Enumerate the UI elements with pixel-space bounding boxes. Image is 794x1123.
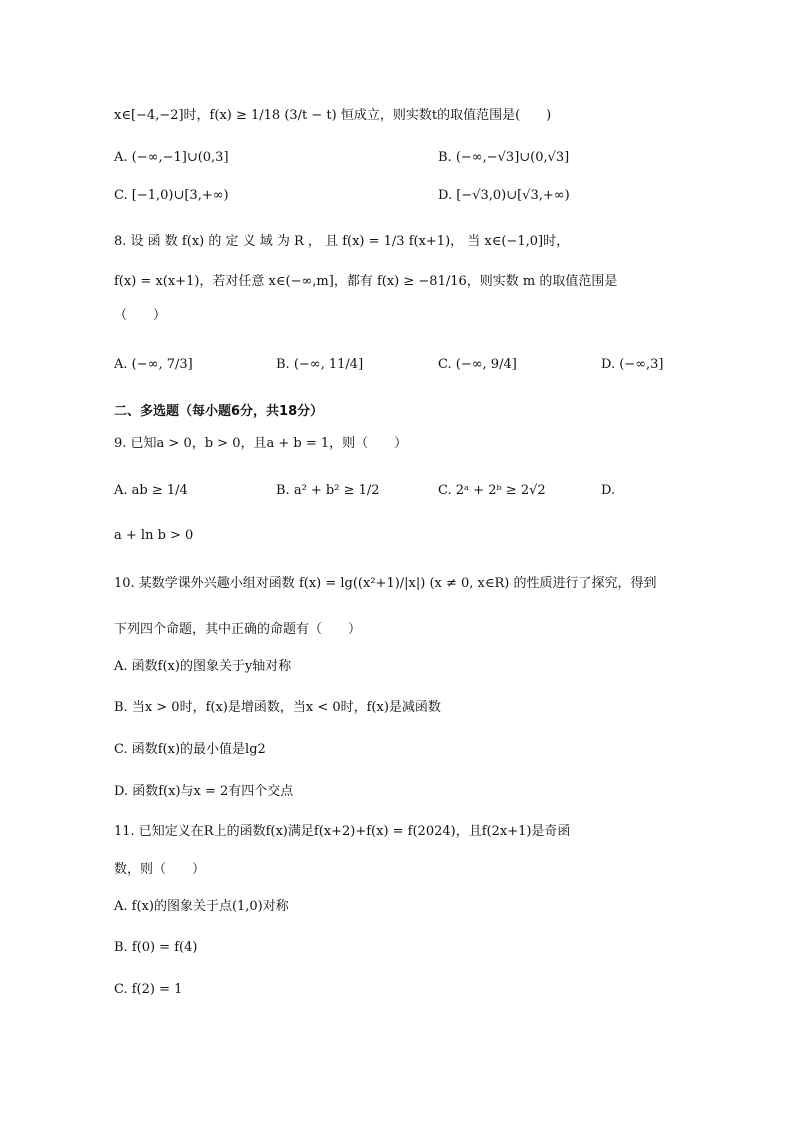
q7-condition-line: x∈[−4,−2]时，f(x) ≥ 1/18 (3/t − t) 恒成立，则实数t的取值范围是( ): [114, 108, 552, 123]
q7-option-a: A. (−∞,−1]∪(0,3]: [114, 150, 229, 165]
q8-option-a: A. (−∞, 7/3]: [114, 357, 193, 372]
q9-option-d-content: a + ln b > 0: [114, 528, 194, 543]
q8-option-b: B. (−∞, 11/4]: [276, 357, 364, 372]
q10-option-a: A. 函数f(x)的图象关于y轴对称: [114, 659, 292, 674]
q9-option-b: B. a² + b² ≥ 1/2: [276, 483, 380, 498]
section-heading-multiple-choice: 二、多选题（每小题6分，共18分）: [114, 404, 324, 419]
q8-option-c: C. (−∞, 9/4]: [438, 357, 517, 372]
q10-option-c: C. 函数f(x)的最小值是lg2: [114, 742, 266, 757]
q7-option-c: C. [−1,0)∪[3,+∞): [114, 188, 229, 203]
q7-option-b: B. (−∞,−√3]∪(0,√3]: [438, 150, 570, 165]
q7-option-d: D. [−√3,0)∪[√3,+∞): [438, 188, 570, 203]
q10-option-b: B. 当x > 0时，f(x)是增函数，当x < 0时，f(x)是减函数: [114, 700, 441, 715]
q8-stem-line2: f(x) = x(x+1)，若对任意 x∈(−∞,m]，都有 f(x) ≥ −81/16，则实数 m 的取值范围是: [114, 274, 618, 289]
q10-stem-line2: 下列四个命题，其中正确的命题有（ ）: [114, 622, 362, 637]
q9-option-c: C. 2ᵃ + 2ᵇ ≥ 2√2: [438, 483, 546, 498]
q9-stem: 9. 已知a > 0，b > 0，且a + b = 1，则（ ）: [114, 436, 408, 451]
q11-option-b: B. f(0) = f(4): [114, 940, 198, 955]
q8-stem-line1: 8. 设 函 数 f(x) 的 定 义 域 为 R ， 且 f(x) = 1/3 f(x+1)， 当 x∈(−1,0]时，: [114, 234, 570, 249]
q11-option-c: C. f(2) = 1: [114, 982, 183, 997]
q10-stem-line1: 10. 某数学课外兴趣小组对函数 f(x) = lg((x²+1)/|x|) (x ≠ 0, x∈R) 的性质进行了探究，得到: [114, 576, 657, 591]
q11-stem-line2: 数，则（ ）: [114, 862, 206, 877]
q8-answer-paren: （ ）: [114, 308, 167, 323]
q8-option-d: D. (−∞,3]: [601, 357, 664, 372]
q11-option-a: A. f(x)的图象关于点(1,0)对称: [114, 899, 289, 914]
q9-option-a: A. ab ≥ 1/4: [114, 483, 188, 498]
q10-option-d: D. 函数f(x)与x = 2有四个交点: [114, 784, 294, 799]
q9-option-d-label: D.: [601, 483, 616, 498]
q11-stem-line1: 11. 已知定义在R上的函数f(x)满足f(x+2)+f(x) = f(2024)，且f(2x+1)是奇函: [114, 824, 571, 839]
